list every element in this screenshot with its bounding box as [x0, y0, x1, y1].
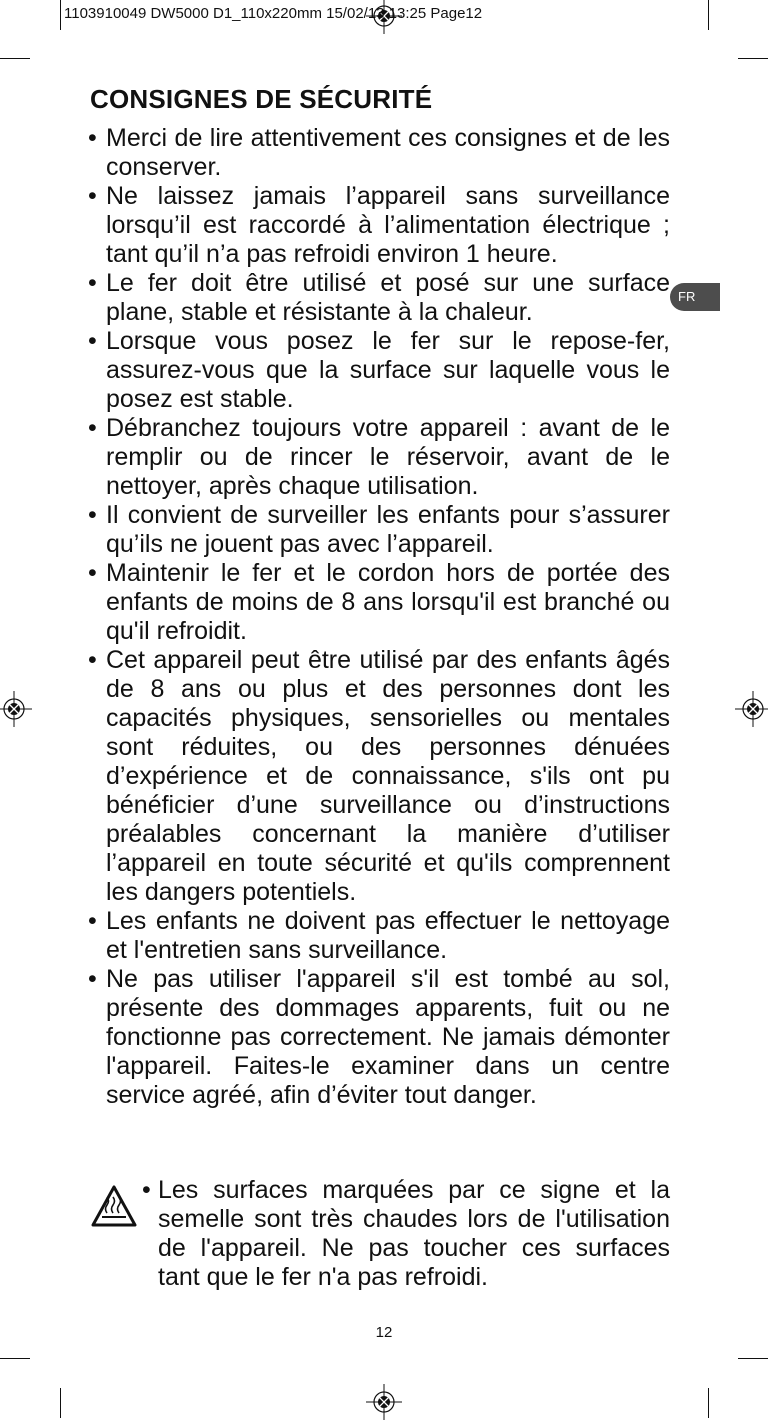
- warning-text-block: [142, 1176, 670, 1292]
- hot-surface-warning: [90, 1176, 670, 1292]
- registration-mark-icon: [366, 1384, 402, 1420]
- page-number: 12: [375, 1324, 393, 1341]
- crop-mark: [708, 1388, 709, 1418]
- list-item: • Débranchez toujours votre appareil : avant de le remplir ou de rincer le réservoir, avant de le nettoyer, après chaque utilisation.: [90, 414, 670, 501]
- page-title: CONSIGNES DE SÉCURITÉ: [90, 84, 433, 114]
- crop-mark: [60, 1388, 61, 1418]
- registration-mark-icon: [0, 691, 32, 727]
- list-item: • Cet appareil peut être utilisé par des enfants âgés de 8 ans ou plus et des personnes dont les capacités physiques, sensorielles ou mentales sont réduites, ou des personnes dénuées d’expérience et de connaissance, s'ils ont pu bénéficier d’une surveillance ou d’instructions préalables concernant la manière d’utiliser l’appareil en toute sécurité et qu'ils comprennent les dangers potentiels.: [90, 646, 670, 907]
- registration-mark-icon: [735, 691, 768, 727]
- hot-surface-warning-icon: [90, 1184, 138, 1228]
- language-tab: FR: [670, 283, 720, 311]
- list-item: • Lorsque vous posez le fer sur le repose-fer, assurez-vous que la surface sur laquelle vous le posez est stable.: [90, 327, 670, 414]
- list-item: • Le fer doit être utilisé et posé sur une surface plane, stable et résistante à la chaleur.: [90, 269, 670, 327]
- warning-text: Les surfaces marquées par ce signe et la semelle sont très chaudes lors de l'utilisation de l'appareil. Ne pas toucher ces surfaces tant que le fer n'a pas refroidi.: [158, 1176, 670, 1291]
- crop-mark: [738, 58, 768, 59]
- list-item: • Merci de lire attentivement ces consignes et de les conserver.: [90, 124, 670, 182]
- crop-mark: [0, 1358, 30, 1359]
- crop-mark: [708, 0, 709, 30]
- list-item: • Maintenir le fer et le cordon hors de portée des enfants de moins de 8 ans lorsqu'il est branché ou qu'il refroidit.: [90, 559, 670, 646]
- list-item: • Il convient de surveiller les enfants pour s’assurer qu’ils ne jouent pas avec l’appareil.: [90, 501, 670, 559]
- list-item: • Les enfants ne doivent pas effectuer le nettoyage et l'entretien sans surveillance.: [90, 907, 670, 965]
- safety-instructions-list: [90, 124, 670, 1110]
- list-item: • Ne pas utiliser l'appareil s'il est tombé au sol, présente des dommages apparents, fuit ou ne fonctionne pas correctement. Ne jamais démonter l'appareil. Faites-le examiner dans un centre service agréé, afin d’éviter tout danger.: [90, 965, 670, 1110]
- crop-mark: [0, 58, 30, 59]
- crop-mark: [60, 0, 61, 30]
- print-slug: 1103910049 DW5000 D1_110x220mm 15/02/13 13:25 Page12: [64, 5, 483, 22]
- list-item: • Ne laissez jamais l’appareil sans surveillance lorsqu’il est raccordé à l’alimentation électrique ; tant qu’il n’a pas refroidi environ 1 heure.: [90, 182, 670, 269]
- bullet-marker: •: [142, 1176, 151, 1204]
- crop-mark: [738, 1358, 768, 1359]
